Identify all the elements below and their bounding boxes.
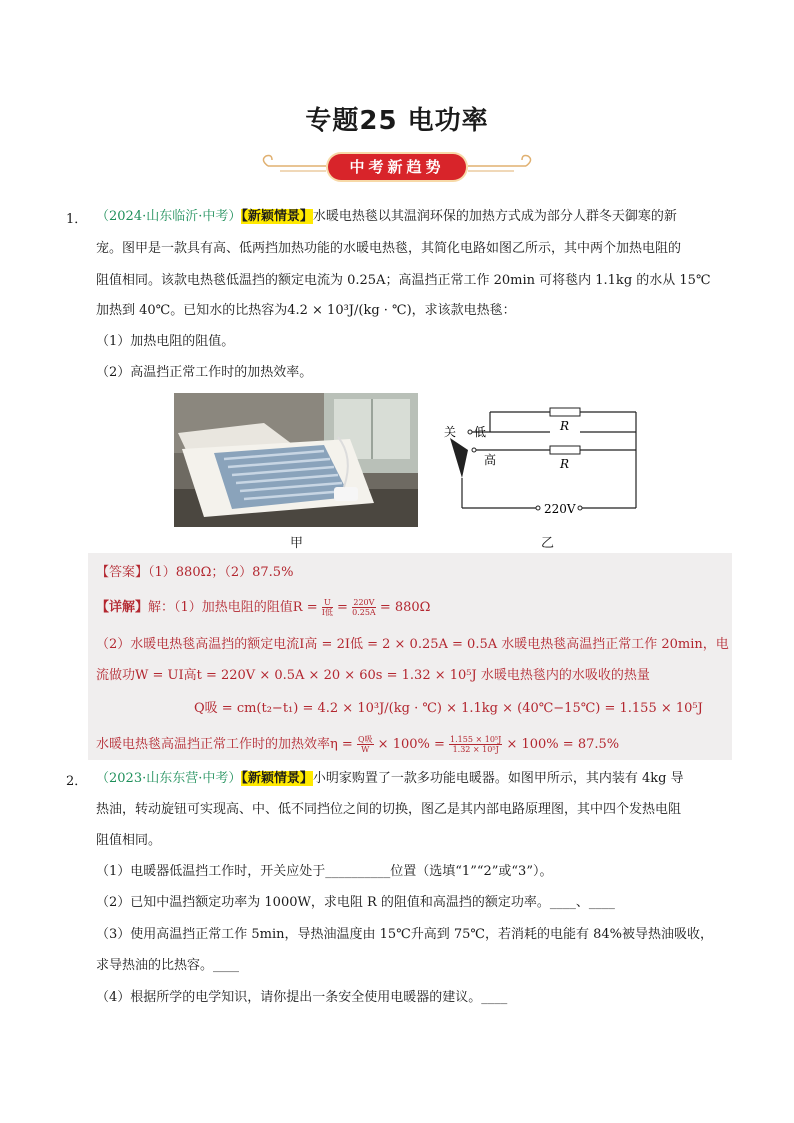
q1-text-1: 水暖电热毯以其温润环保的加热方式成为部分人群冬天御寒的新 [312, 209, 677, 224]
q2-number: 2． [66, 774, 88, 789]
frac-top: U [322, 598, 333, 608]
banner-label: 中考新趋势 [328, 154, 466, 180]
q1-answer: 【答案】（1）880Ω；（2）87.5% [96, 565, 294, 580]
q2-line-3: 阻值相同。 [96, 833, 162, 848]
q2-sub-2: （2）已知中温挡额定功率为 1000W，求电阻 R 的阻值和高温挡的额定功率。____、____ [96, 895, 615, 910]
q2-sub-3a: （3）使用高温挡正常工作 5min，导热油温度由 15℃升高到 75℃，若消耗的电能有 84%被导热油吸收， [96, 927, 713, 942]
frac-top: Q吸 [357, 735, 373, 744]
detail-tag: 【详解】 [96, 600, 149, 615]
detail-1-result: = 880Ω [379, 600, 431, 615]
q1-detail-5 [96, 733, 619, 754]
section-banner [258, 150, 536, 186]
q2-sub-1: （1）电暖器低温挡工作时，开关应处于__________位置（选填“1”“2”或“3”）。 [96, 864, 553, 879]
label-r1: R [560, 419, 570, 433]
q2-text-1: 小明家购置了一款多功能电暖器。如图甲所示，其内装有 4kg 导 [312, 771, 684, 786]
circuit-diagram [440, 400, 660, 525]
q2-source: （2023·山东东营·中考） [96, 771, 242, 786]
q1-detail-1: 【详解】解：（1）加热电阻的阻值R = $\frac{U}{\text{I低}}$ = $\frac{220V}{0.25A}$ = 880Ω [96, 598, 431, 617]
detail-5-text: 水暖电热毯高温挡正常工作时的加热效率η = [96, 737, 353, 752]
frac-top: 220V [353, 598, 375, 607]
page-title: 专题25 电功率 [305, 106, 489, 136]
label-off: 关 [444, 425, 457, 439]
q1-line-4: 加热到 40℃。已知水的比热容为4.2 × 10³J/(kg · ℃)，求该款电热毯： [96, 303, 516, 318]
frac-bottom: I低 [321, 608, 333, 617]
frac-values [352, 598, 376, 617]
heated-blanket-photo [174, 393, 418, 527]
q1-detail-4: Q吸 = cm(t₂−t₁) = 4.2 × 10³J/(kg · ℃) × 1.1kg × (40℃−15℃) = 1.155 × 10⁵J [194, 701, 703, 716]
caption-yi: 乙 [541, 536, 555, 551]
detail-5-mid: × 100% = [377, 737, 445, 752]
q1-source: （2024·山东临沂·中考） [96, 209, 242, 224]
q1-line-1 [96, 208, 677, 226]
detail-5-result: × 100% = 87.5% [506, 737, 620, 752]
answer-box [88, 553, 732, 760]
label-voltage: 220V [544, 502, 576, 516]
frac-u-over-i [322, 598, 333, 617]
frac-energy [449, 735, 502, 754]
caption-jia: 甲 [290, 536, 304, 551]
q2-sub-4: （4）根据所学的电学知识，请你提出一条安全使用电暖器的建议。____ [96, 990, 508, 1005]
detail-1-text: 解：（1）加热电阻的阻值R = [148, 600, 318, 615]
q1-tag: 【新颖情景】 [241, 209, 313, 224]
label-low: 低 [474, 425, 487, 439]
q2-tag: 【新颖情景】 [241, 771, 313, 786]
q1-sub-1: （1）加热电阻的阻值。 [96, 334, 235, 349]
frac-q-over-w [357, 735, 374, 754]
frac-top: 1.155 × 10⁵J [450, 735, 502, 744]
frac-bottom: 1.32 × 10⁵J [452, 745, 499, 754]
q1-line-3: 阻值相同。该款电热毯低温挡的额定电流为 0.25A；高温挡正常工作 20min 可将毯内 1.1kg 的水从 15℃ [96, 273, 711, 288]
q1-number: 1． [66, 212, 88, 227]
frac-bottom: 0.25A [352, 608, 376, 617]
frac-bottom: W [361, 745, 370, 754]
q1-sub-2: （2）高温挡正常工作时的加热效率。 [96, 365, 313, 380]
q1-detail-3: 流做功W = UI高t = 220V × 0.5A × 20 × 60s = 1.32 × 10⁵J 水暖电热毯内的水吸收的热量 [96, 668, 650, 683]
q2-line-2: 热油，转动旋钮可实现高、中、低不同挡位之间的切换，图乙是其内部电路原理图，其中四个发热电阻 [96, 802, 682, 817]
label-r2: R [560, 457, 570, 471]
q2-line-1 [96, 770, 684, 788]
q1-line-2: 宠。图甲是一款具有高、低两挡加热功能的水暖电热毯，其简化电路如图乙所示，其中两个加热电阻的 [96, 241, 682, 256]
q2-sub-3b: 求导热油的比热容。____ [96, 958, 240, 973]
q1-detail-2: （2）水暖电热毯高温挡的额定电流I高 = 2I低 = 2 × 0.25A = 0.5A 水暖电热毯高温挡正常工作 20min，电 [96, 637, 729, 652]
label-high: 高 [484, 453, 497, 467]
